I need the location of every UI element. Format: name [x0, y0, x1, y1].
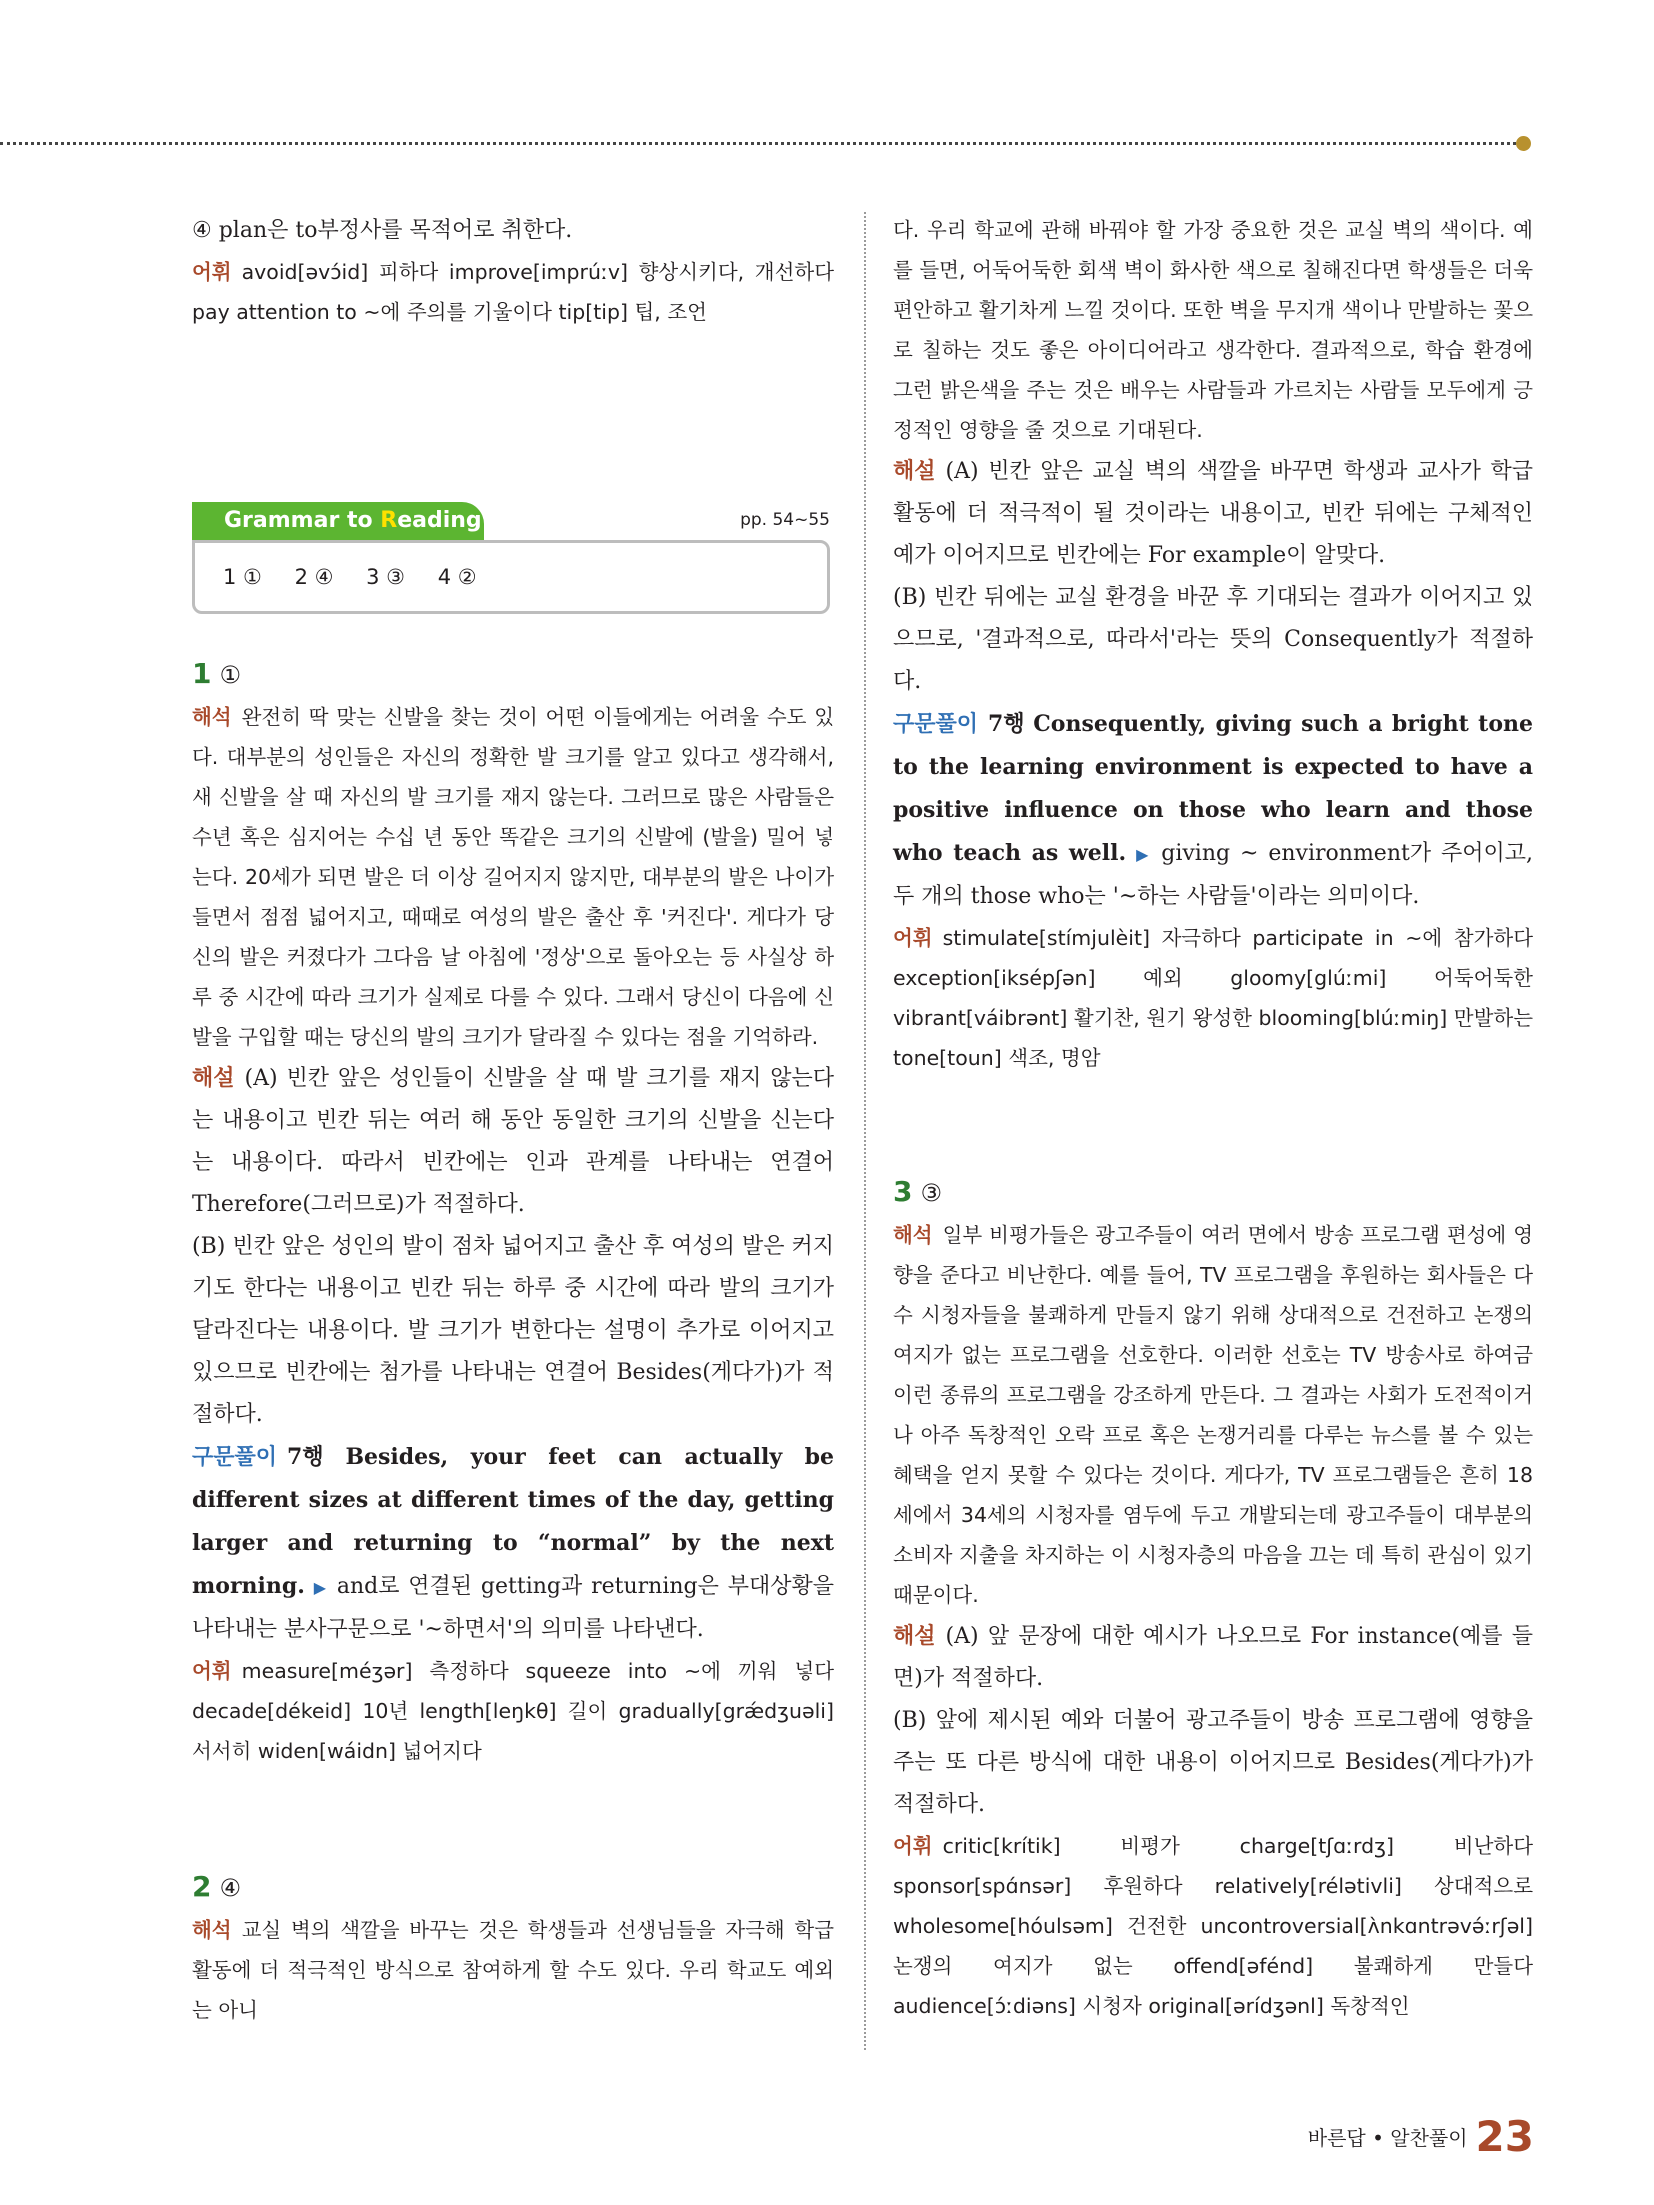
answer-key: [192, 540, 830, 614]
q2-translation-start: [192, 1910, 834, 2030]
right-column: [893, 210, 1533, 2026]
q3-translation: [893, 1215, 1533, 1615]
structure-note: and로 연결된 getting과 returning은 부대상황을 나타내는 분사구문으로 '~하면서'의 의미를 나타낸다.: [192, 1574, 834, 1642]
explanation-label: 해설: [893, 458, 936, 484]
q2-structure: [893, 703, 1533, 918]
answer-item: 2 ④: [294, 565, 334, 589]
structure-label: 구문풀이: [893, 711, 979, 737]
gtr-title-a: Grammar to: [224, 508, 381, 533]
answer-item: 4 ②: [437, 565, 477, 589]
translation-label: 해석: [893, 1223, 933, 1247]
translation-text: 교실 벽의 색깔을 바꾸는 것은 학생들과 선생님들을 자극해 학급 활동에 더 적극적인 방식으로 참여하게 할 수도 있다. 우리 학교도 예외는 아니: [192, 1918, 834, 2022]
q2-explanation-b: (B) 빈칸 뒤에는 교실 환경을 바꾼 후 기대되는 결과가 이어지고 있으므로, '결과적으로, 따라서'라는 뜻의 Consequently가 적절하다.: [893, 585, 1533, 694]
q1-explanation-a: [192, 1057, 834, 1226]
q1-structure: [192, 1436, 834, 1651]
structure-sentence: Consequently, giving such a bright tone to the learning environment is expected to have a positive influence on those who learn and those who teach as well.: [893, 711, 1533, 866]
vocab-text: stimulate[stímjulèit] 자극하다 participate in ~에 참가하다 exception[iksépʃən] 예외 gloomy[glúːmi] 어둑어둑한 vibrant[váibrənt] 활기찬, 원기 왕성한 blooming[blúːmiŋ] 만발하는 tone[toun] 색조, 명암: [893, 926, 1533, 1070]
q3-explanation-a: [893, 1615, 1533, 1700]
page-number: 23: [1475, 2112, 1534, 2161]
answer-item: 3 ③: [366, 565, 405, 589]
structure-line: 7행: [287, 1444, 324, 1470]
gtr-pages: pp. 54~55: [740, 510, 830, 530]
q2-vocab: [893, 918, 1533, 1078]
question-number: 1: [192, 657, 212, 690]
explanation-text: (A) 빈칸 앞은 교실 벽의 색깔을 바꾸면 학생과 교사가 학급 활동에 더 적극적이 될 것이라는 내용이고, 빈칸 뒤에는 구체적인 예가 이어지므로 빈칸에는 For example이 알맞다.: [893, 459, 1533, 568]
question-number: 2: [192, 1870, 212, 1903]
gtr-title-b: R: [380, 508, 398, 533]
triangle-icon: ▶: [1136, 845, 1152, 864]
vocab-label: 어휘: [192, 260, 232, 284]
rule-end-dot: [1516, 136, 1531, 151]
top-dotted-rule: [0, 142, 1522, 145]
grammar-to-reading-box: [192, 502, 834, 622]
vocab-text: critic[krítik] 비평가 charge[tʃɑːrdʒ] 비난하다 sponsor[spɑ́nsər] 후원하다 relatively[rélətivli] 상대적으로 wholesome[hóulsəm] 건전한 uncontroversial[ʌ̀nkɑntrəvə́ːrʃəl] 논쟁의 여지가 없는 offend[əfénd] 불쾌하게 만들다 audience[ɔ́ːdiəns] 시청자 original[ərídʒənl] 독창적인: [893, 1834, 1533, 2018]
question-answer: ①: [219, 661, 241, 689]
q3-vocab: [893, 1826, 1533, 2026]
vocab-text: avoid[əvɔ́id] 피하다 improve[imprúːv] 향상시키다, 개선하다 pay attention to ~에 주의를 기울이다 tip[tip] 팁, 조언: [192, 260, 834, 324]
explanation-text: (A) 빈칸 앞은 성인들이 신발을 살 때 발 크기를 재지 않는다는 내용이고 빈칸 뒤는 여러 해 동안 동일한 크기의 신발을 신는다는 내용이다. 따라서 빈칸에는 인과 관계를 나타내는 연결어 Therefore(그러므로)가 적절하다.: [192, 1066, 834, 1217]
structure-note: giving ~ environment가 주어이고, 두 개의 those who는 '~하는 사람들'이라는 의미이다.: [893, 841, 1534, 909]
page-footer: [1308, 2112, 1534, 2163]
left-column: [192, 210, 834, 2030]
q2-explanation-a: [893, 450, 1533, 577]
question-1-heading: [192, 652, 834, 697]
grammar-to-reading-tab: [192, 502, 484, 540]
column-divider: [864, 212, 866, 2050]
intro-vocab: [192, 252, 834, 332]
vocab-label: 어휘: [893, 926, 933, 950]
vocab-label: 어휘: [893, 1834, 933, 1858]
question-2-heading: [192, 1865, 834, 1910]
question-number: 3: [893, 1175, 913, 1208]
explanation-label: 해설: [893, 1623, 936, 1649]
intro-note: ④ plan은 to부정사를 목적어로 취한다.: [192, 218, 573, 243]
translation-label: 해석: [192, 1918, 232, 1942]
vocab-text: measure[méʒər] 측정하다 squeeze into ~에 끼워 넣다 decade[dékeid] 10년 length[leŋkθ] 길이 gradually[grǽdʒuəli] 서서히 widen[wáidn] 넓어지다: [192, 1659, 834, 1763]
translation-text: 완전히 딱 맞는 신발을 찾는 것이 어떤 이들에게는 어려울 수도 있다. 대부분의 성인들은 자신의 정확한 발 크기를 알고 있다고 생각해서, 새 신발을 살 때 자신의 발 크기를 재지 않는다. 그러므로 많은 사람들은 수년 혹은 심지어는 수십 년 동안 똑같은 크기의 신발에 (발을) 밀어 넣는다. 20세가 되면 발은 더 이상 길어지지 않지만, 대부분의 발은 나이가 들면서 점점 넓어지고, 때때로 여성의 발은 출산 후 '커진다'. 게다가 당신의 발은 커졌다가 그다음 날 아침에 '정상'으로 돌아오는 등 사실상 하루 중 시간에 따라 크기가 실제로 다를 수 있다. 그래서 당신이 다음에 신발을 구입할 때는 당신의 발의 크기가 달라질 수 있다는 점을 기억하라.: [192, 705, 834, 1049]
question-3-heading: [893, 1170, 1533, 1215]
question-answer: ③: [920, 1179, 942, 1207]
triangle-icon: ▶: [313, 1578, 328, 1597]
answer-item: 1 ①: [223, 565, 262, 589]
q2-translation-cont: 다. 우리 학교에 관해 바꿔야 할 가장 중요한 것은 교실 벽의 색이다. 예를 들면, 어둑어둑한 회색 벽이 화사한 색으로 칠해진다면 학생들은 더욱 편안하고 활기차게 느낄 것이다. 또한 벽을 무지개 색이나 만발하는 꽃으로 칠하는 것도 좋은 아이디어라고 생각한다. 결과적으로, 학습 환경에 그런 밝은색을 주는 것은 배우는 사람들과 가르치는 사람들 모두에게 긍정적인 영향을 줄 것으로 기대된다.: [893, 218, 1533, 442]
footer-label: 바른답 • 알찬풀이: [1307, 2126, 1468, 2150]
q3-explanation-b: (B) 앞에 제시된 예와 더불어 광고주들이 방송 프로그램에 영향을 주는 또 다른 방식에 대한 내용이 이어지므로 Besides(게다가)가 적절하다.: [893, 1708, 1533, 1817]
translation-text: 일부 비평가들은 광고주들이 여러 면에서 방송 프로그램 편성에 영향을 준다고 비난한다. 예를 들어, TV 프로그램을 후원하는 회사들은 다수 시청자들을 불쾌하게 만들지 않기 위해 상대적으로 건전하고 논쟁의 여지가 없는 프로그램을 선호한다. 이러한 선호는 TV 방송사로 하여금 이런 종류의 프로그램을 강조하게 만든다. 그 결과는 사회가 도전적이거나 아주 독창적인 오락 프로 혹은 논쟁거리를 다루는 뉴스를 볼 수 있는 혜택을 얻지 못할 수 있다는 것이다. 게다가, TV 프로그램들은 흔히 18세에서 34세의 시청자를 염두에 두고 개발되는데 광고주들이 대부분의 소비자 지출을 차지하는 이 시청자층의 마음을 끄는 데 특히 관심이 있기 때문이다.: [893, 1223, 1533, 1607]
translation-label: 해석: [192, 705, 232, 729]
explanation-text: (A) 앞 문장에 대한 예시가 나오므로 For instance(예를 들면)가 적절하다.: [893, 1624, 1533, 1691]
q1-vocab: [192, 1651, 834, 1771]
gtr-title-c: eading: [397, 508, 482, 533]
structure-line: 7행: [988, 711, 1025, 737]
vocab-label: 어휘: [192, 1659, 232, 1683]
q1-explanation-b: (B) 빈칸 앞은 성인의 발이 점차 넓어지고 출산 후 여성의 발은 커지기도 한다는 내용이고 빈칸 뒤는 하루 중 시간에 따라 발의 크기가 달라진다는 내용이다. 발 크기가 변한다는 설명이 추가로 이어지고 있으므로 빈칸에는 첨가를 나타내는 연결어 Besides(게다가)가 적절하다.: [192, 1234, 834, 1427]
question-answer: ④: [219, 1874, 241, 1902]
structure-label: 구문풀이: [192, 1444, 278, 1470]
explanation-label: 해설: [192, 1065, 235, 1091]
structure-sentence: Besides, your feet can actually be different sizes at different times of the day, getting larger and returning to “normal” by the next morning.: [192, 1444, 834, 1599]
q1-translation: [192, 697, 834, 1057]
